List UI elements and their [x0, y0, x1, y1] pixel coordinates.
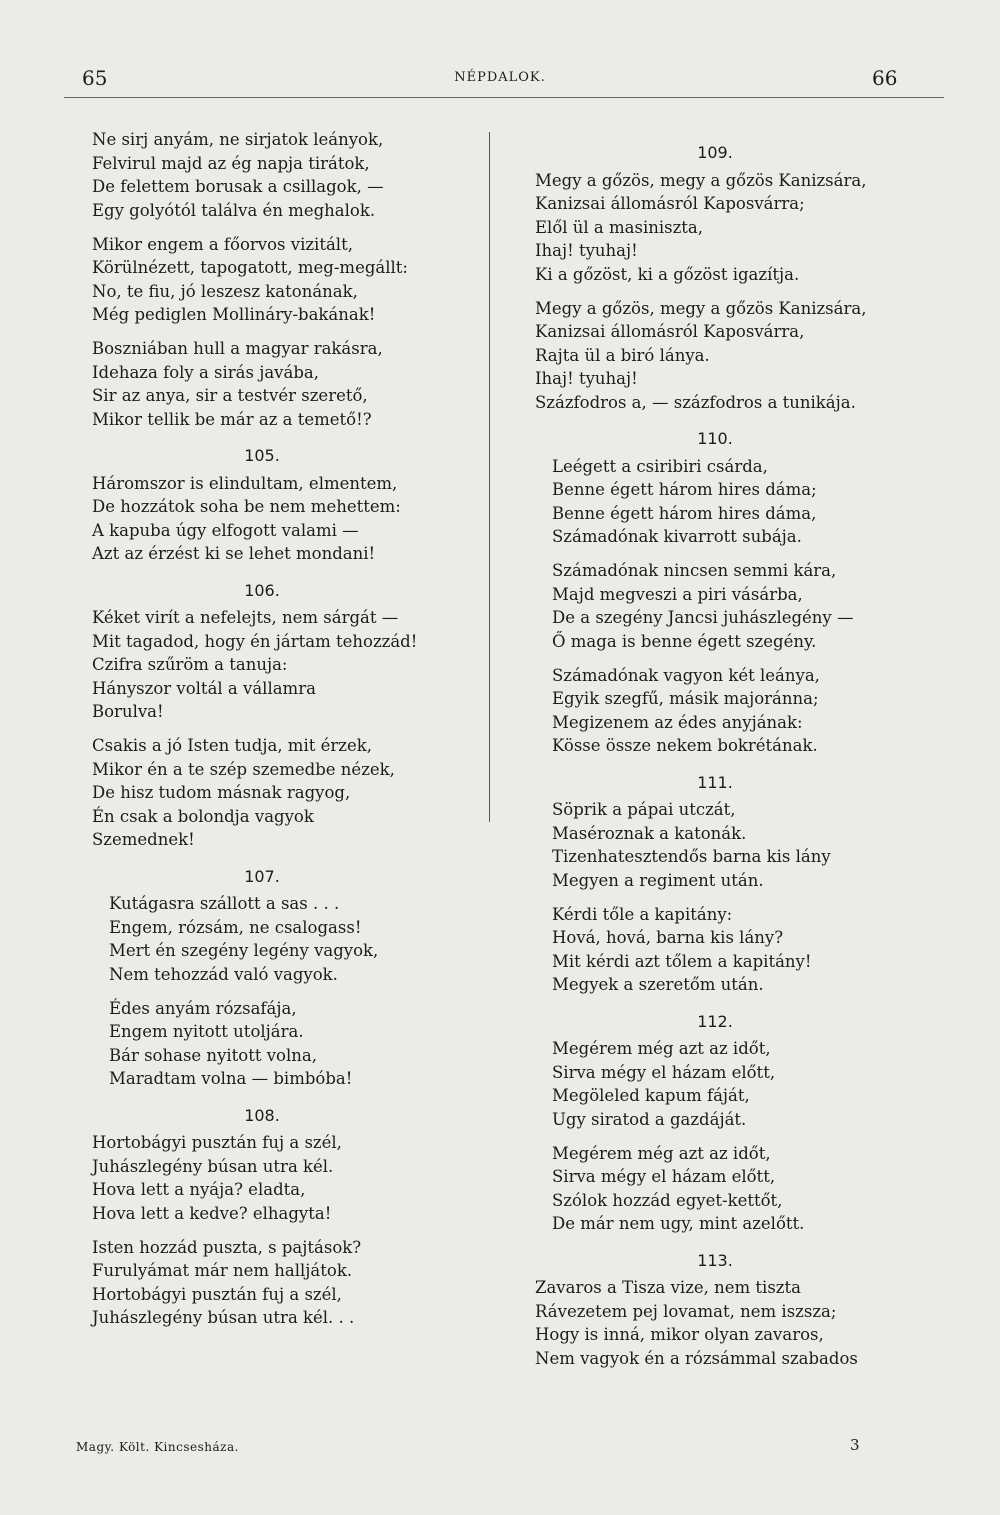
verse-line: Kéket virít a nefelejts, nem sárgát —: [92, 608, 399, 627]
stanza: [92, 472, 472, 566]
verse-line: Körülnézett, tapogatott, meg-megállt:: [92, 258, 408, 277]
verse-line: Egy golyótól találva én meghalok.: [92, 200, 376, 220]
verse-line: Juhászlegény búsan utra kél. . .: [92, 1308, 355, 1327]
verse-line: Sirva mégy el házam előtt,: [552, 1062, 776, 1082]
verse-line: De már nem ugy, mint azelőtt.: [552, 1214, 805, 1233]
verse-line: Hová, hová, barna kis lány?: [552, 928, 784, 947]
poem-number: 109.: [697, 143, 733, 162]
poem: [92, 444, 472, 566]
verse-line: Azt az érzést ki se lehet mondani!: [92, 544, 376, 563]
verse-line: Megy a gőzös, megy a gőzös Kanizsára,: [535, 298, 867, 318]
verse-line: Juhászlegény búsan utra kél.: [92, 1156, 334, 1176]
verse-line: Hogy is inná, mikor olyan zavaros,: [535, 1325, 824, 1344]
poem: [92, 1104, 472, 1330]
verse-line: De a szegény Jancsi juhászlegény —: [552, 608, 854, 627]
verse-line: Mert én szegény legény vagyok,: [109, 941, 379, 960]
verse-line: Ne sirj anyám, ne sirjatok leányok,: [92, 130, 384, 149]
verse-line: Mikor engem a főorvos vizitált,: [92, 234, 353, 254]
stanza: [92, 734, 472, 852]
verse-line: Mit tagadod, hogy én jártam tehozzád!: [92, 631, 418, 651]
verse-line: Sirva mégy el házam előtt,: [552, 1167, 776, 1186]
stanza: [92, 128, 472, 222]
verse-line: Százfodros a, — százfodros a tunikája.: [535, 392, 856, 412]
verse-line: Kösse össze nekem bokrétának.: [552, 736, 818, 755]
poem-number: 112.: [697, 1011, 733, 1031]
poem-number: 108.: [244, 1105, 280, 1125]
verse-line: Benne égett három hires dáma,: [552, 503, 817, 523]
stanza: [92, 606, 472, 724]
verse-line: Ugy siratod a gazdáját.: [552, 1109, 747, 1129]
verse-line: Mikor tellik be már az a temető!?: [92, 409, 372, 429]
verse-line: Én csak a bolondja vagyok: [92, 806, 314, 826]
verse-line: Engem nyitott utoljára.: [109, 1022, 304, 1041]
verse-line: Söprik a pápai utczát,: [552, 800, 736, 819]
verse-line: A kapuba úgy elfogott valami —: [92, 520, 359, 540]
verse-line: Maradtam volna — bimbóba!: [109, 1069, 353, 1088]
poem: [535, 1249, 935, 1371]
verse-line: De felettem borusak a csillagok, —: [92, 177, 384, 196]
poem-number: 107.: [244, 866, 280, 886]
poem: [535, 427, 935, 758]
stanza: [535, 169, 935, 287]
verse-line: Rajta ül a biró lánya.: [535, 345, 710, 365]
footer-signature: Magy. Költ. Kincsesháza.: [76, 1440, 239, 1454]
stanza: [535, 903, 935, 997]
column-divider: [489, 132, 490, 822]
poem-number: 106.: [244, 580, 280, 600]
poem: [535, 141, 935, 414]
stanza: [92, 233, 472, 327]
verse-line: Megizenem az édes anyjának:: [552, 712, 803, 732]
verse-line: Hányszor voltál a vállamra: [92, 678, 316, 698]
stanza: [535, 664, 935, 758]
verse-line: Kutágasra szállott a sas . . .: [109, 894, 340, 913]
verse-line: Engem, rózsám, ne csalogass!: [109, 917, 362, 937]
verse-line: Zavaros a Tisza vize, nem tiszta: [535, 1278, 801, 1297]
verse-line: Benne égett három hires dáma;: [552, 480, 817, 499]
verse-line: Furulyámat már nem halljátok.: [92, 1261, 353, 1280]
verse-line: Maséroznak a katonák.: [552, 823, 747, 843]
verse-line: Boszniában hull a magyar rakásra,: [92, 339, 383, 358]
verse-line: Rávezetem pej lovamat, nem iszsza;: [535, 1301, 837, 1321]
verse-line: Csakis a jó Isten tudja, mit érzek,: [92, 736, 372, 755]
verse-line: Czifra szűröm a tanuja:: [92, 655, 288, 674]
poem-number: 113.: [697, 1250, 733, 1270]
poem-number: 110.: [697, 429, 733, 448]
verse-line: Mikor én a te szép szemedbe nézek,: [92, 759, 395, 779]
verse-line: Kérdi tőle a kapitány:: [552, 904, 733, 924]
verse-line: Megy a gőzös, megy a gőzös Kanizsára,: [535, 170, 867, 190]
verse-line: Sir az anya, sir a testvér szerető,: [92, 386, 368, 405]
poem: [92, 865, 472, 1091]
verse-line: Nem tehozzád való vagyok.: [109, 964, 338, 984]
stanza: [535, 559, 935, 653]
verse-line: Számadónak kivarrott subája.: [552, 527, 802, 546]
verse-line: Felvirul majd az ég napja tirátok,: [92, 153, 370, 173]
verse-line: Hova lett a kedve? elhagyta!: [92, 1203, 332, 1223]
running-title: NÉPDALOK.: [454, 70, 546, 85]
verse-line: Számadónak vagyon két leánya,: [552, 665, 820, 685]
verse-line: Idehaza foly a sirás javába,: [92, 362, 319, 382]
verse-line: De hisz tudom másnak ragyog,: [92, 783, 351, 802]
verse-line: Ihaj! tyuhaj!: [535, 369, 638, 388]
verse-line: Tizenhatesztendős barna kis lány: [552, 847, 831, 866]
verse-line: Bár sohase nyitott volna,: [109, 1045, 317, 1065]
verse-line: Megérem még azt az időt,: [552, 1039, 771, 1058]
verse-line: Mit kérdi azt tőlem a kapitány!: [552, 951, 812, 971]
verse-line: Leégett a csiribiri csárda,: [552, 456, 768, 476]
left-page-number: 65: [82, 66, 108, 90]
verse-line: No, te fiu, jó leszesz katonának,: [92, 281, 358, 301]
verse-line: Isten hozzád puszta, s pajtások?: [92, 1237, 362, 1257]
poem: [92, 128, 472, 431]
verse-line: Szemednek!: [92, 830, 195, 849]
poem: [535, 1010, 935, 1236]
verse-line: Szólok hozzád egyet-kettőt,: [552, 1190, 783, 1210]
stanza: [92, 892, 472, 986]
stanza: [535, 297, 935, 415]
verse-line: Majd megveszi a piri vásárba,: [552, 584, 803, 604]
poem-number: 105.: [244, 446, 280, 465]
verse-line: Hortobágyi pusztán fuj a szél,: [92, 1284, 342, 1304]
verse-line: Ki a gőzöst, ki a gőzöst igazítja.: [535, 264, 800, 284]
verse-line: Egyik szegfű, másik majoránna;: [552, 689, 819, 708]
header-rule: [64, 97, 944, 98]
verse-line: Kanizsai állomásról Kaposvárra,: [535, 322, 805, 341]
verse-line: Édes anyám rózsafája,: [109, 998, 297, 1018]
stanza: [535, 798, 935, 892]
right-page-number: 66: [872, 66, 898, 90]
poem: [92, 579, 472, 852]
stanza: [92, 1131, 472, 1225]
verse-line: Megérem még azt az időt,: [552, 1143, 771, 1163]
footer-sheet-number: 3: [850, 1436, 860, 1454]
verse-line: Hortobágyi pusztán fuj a szél,: [92, 1133, 342, 1152]
verse-line: Elől ül a masiniszta,: [535, 217, 704, 237]
poem-number: 111.: [697, 772, 733, 792]
verse-line: Még pediglen Mollináry-bakának!: [92, 305, 376, 324]
verse-line: Háromszor is elindultam, elmentem,: [92, 473, 398, 493]
verse-line: Kanizsai állomásról Kaposvárra;: [535, 194, 805, 213]
verse-line: Megyen a regiment után.: [552, 870, 764, 890]
verse-line: Megöleled kapum fáját,: [552, 1086, 750, 1105]
stanza: [92, 1236, 472, 1330]
left-column: [92, 128, 472, 1340]
stanza: [92, 997, 472, 1091]
stanza: [535, 1142, 935, 1236]
stanza: [535, 1037, 935, 1131]
stanza: [535, 455, 935, 549]
verse-line: Ő maga is benne égett szegény.: [552, 631, 817, 651]
verse-line: Ihaj! tyuhaj!: [535, 241, 638, 260]
stanza: [535, 1276, 935, 1370]
verse-line: Megyek a szeretőm után.: [552, 975, 764, 994]
verse-line: Nem vagyok én a rózsámmal szabados: [535, 1348, 858, 1368]
verse-line: De hozzátok soha be nem mehettem:: [92, 497, 401, 516]
verse-line: Számadónak nincsen semmi kára,: [552, 561, 837, 580]
verse-line: Hova lett a nyája? eladta,: [92, 1180, 306, 1199]
stanza: [92, 337, 472, 431]
verse-line: Borulva!: [92, 702, 164, 721]
poem: [535, 771, 935, 997]
right-column: [535, 128, 935, 1381]
